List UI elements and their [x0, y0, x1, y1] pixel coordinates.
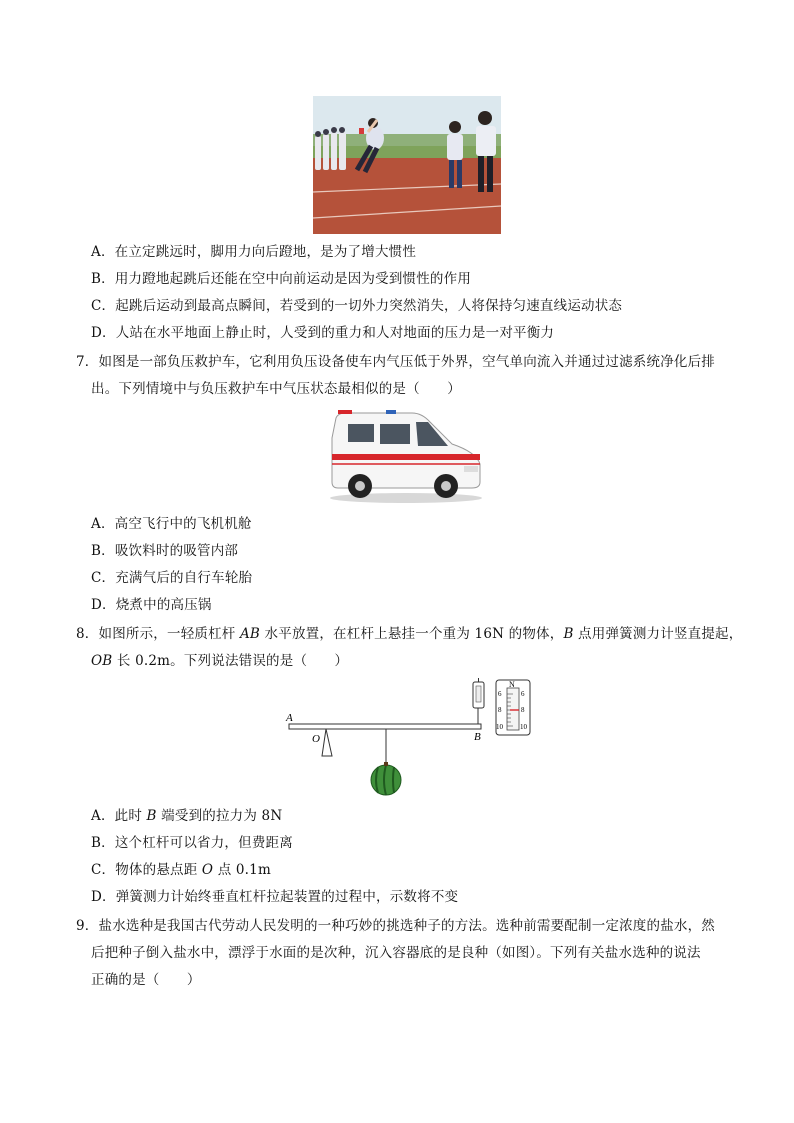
- fulcrum: [322, 729, 332, 756]
- q8-option-a[interactable]: A．此时 B 端受到的拉力为 8N: [91, 808, 283, 824]
- scale-left-10: 10: [496, 723, 503, 731]
- label-a: A: [286, 712, 293, 724]
- lever-diagram: [282, 676, 534, 802]
- scale-right-8: 8: [521, 706, 525, 714]
- label-o: O: [312, 733, 320, 745]
- q7-option-b[interactable]: B．吸饮料时的吸管内部: [91, 543, 239, 559]
- q8-option-b[interactable]: B．这个杠杆可以省力，但费距离: [91, 835, 293, 851]
- q7-stem-line2: 出。下列情境中与负压救护车中气压状态最相似的是（ ）: [91, 381, 461, 397]
- label-n: N: [509, 680, 515, 689]
- long-jump-photo: [313, 96, 501, 234]
- q6-option-d[interactable]: D．人站在水平地面上静止时，人受到的重力和人对地面的压力是一对平衡力: [91, 325, 555, 341]
- q9-stem-line1: 9．盐水选种是我国古代劳动人民发明的一种巧妙的挑选种子的方法。选种前需要配制一定浓度的盐水，然: [76, 918, 715, 934]
- q9-stem-line3: 正确的是（ ）: [91, 972, 201, 988]
- watermelon: [371, 762, 401, 795]
- q6-option-c[interactable]: C．起跳后运动到最高点瞬间，若受到的一切外力突然消失，人将保持匀速直线运动状态: [91, 298, 623, 314]
- q7-option-c[interactable]: C．充满气后的自行车轮胎: [91, 570, 253, 586]
- q7-stem-line1: 7．如图是一部负压救护车，它利用负压设备使车内气压低于外界，空气单向流入并通过过滤系统净化后排: [76, 354, 715, 370]
- scale-left-6: 6: [498, 690, 502, 698]
- lever-bar: [289, 724, 481, 729]
- q8-option-c[interactable]: C．物体的悬点距 O 点 0.1m: [91, 862, 271, 878]
- scale-right-10: 10: [520, 723, 527, 731]
- scale-right-6: 6: [521, 690, 525, 698]
- ambulance-image: [326, 408, 486, 504]
- label-b: B: [474, 731, 481, 743]
- scale-left-8: 8: [498, 706, 502, 714]
- q9-stem-line2: 后把种子倒入盐水中，漂浮于水面的是次种，沉入容器底的是良种（如图）。下列有关盐水选种的说法: [91, 945, 701, 961]
- q6-option-a[interactable]: A．在立定跳远时，脚用力向后蹬地，是为了增大惯性: [91, 244, 417, 260]
- q8-stem-line1: 8．如图所示，一轻质杠杆 AB 水平放置，在杠杆上悬挂一个重为 16N 的物体，B 点用弹簧测力计竖直提起，: [76, 626, 743, 642]
- q8-stem-line2: OB 长 0.2m。下列说法错误的是（ ）: [91, 653, 349, 669]
- q6-option-b[interactable]: B．用力蹬地起跳后还能在空中向前运动是因为受到惯性的作用: [91, 271, 472, 287]
- q7-option-a[interactable]: A．高空飞行中的飞机机舱: [91, 516, 252, 532]
- q7-option-d[interactable]: D．烧煮中的高压锅: [91, 597, 212, 613]
- q8-option-d[interactable]: D．弹簧测力计始终垂直杠杆拉起装置的过程中，示数将不变: [91, 889, 459, 905]
